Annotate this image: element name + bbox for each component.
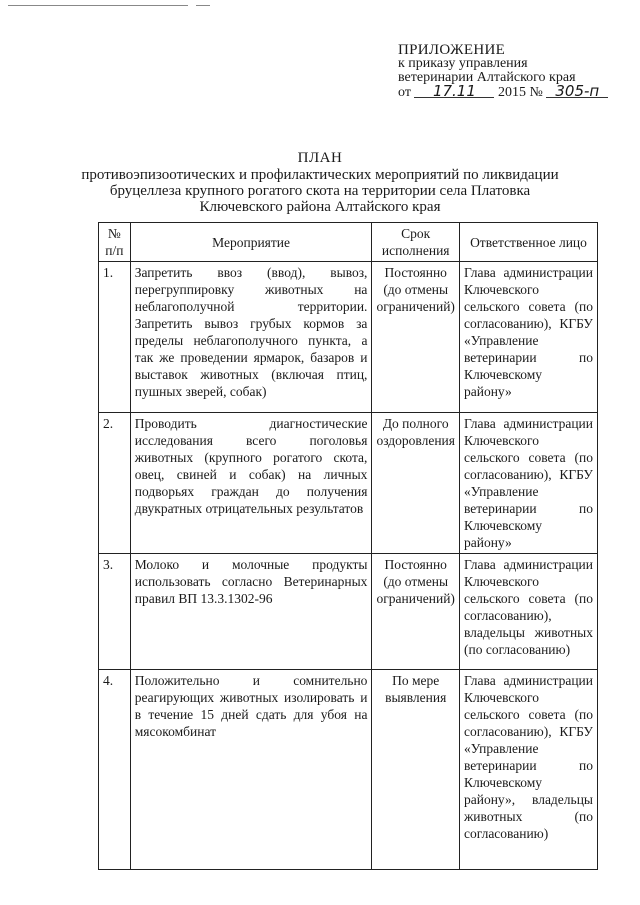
row-num: 3.	[99, 554, 131, 670]
header-responsible: Ответственное лицо	[459, 223, 597, 262]
row-num: 2.	[99, 413, 131, 554]
plan-table	[98, 222, 598, 870]
row-responsible: Глава администрации Ключевского сельского совета (по согласованию), КГБУ «Управление ветеринарии по Ключевскому району», владельцы животных (по согласованию)	[459, 670, 597, 870]
table-row	[99, 413, 598, 554]
date-day-handwritten: 17.11	[414, 85, 494, 98]
row-term: До полного оздоровления	[372, 413, 460, 554]
appendix-line-1: к приказу управления	[398, 56, 528, 71]
header-term: Срок исполнения	[372, 223, 460, 262]
title-line-2: бруцеллеза крупного рогатого скота на территории села Платовка	[109, 183, 531, 199]
title-line-3: Ключевского района Алтайского края	[199, 199, 441, 215]
order-number-handwritten: 305-п	[546, 85, 608, 98]
row-action: Запретить ввоз (ввод), вывоз, перегруппировку животных на неблагополучной территории. Запретить вывоз грубых кормов за пределы неблагополучного пункта, а так же проведении ярмарок, базаров и выставок животных (включая птиц, пушных зверей, собак)	[130, 262, 372, 413]
date-prefix: от	[398, 85, 411, 100]
table-row	[99, 554, 598, 670]
document-title	[80, 150, 560, 215]
date-year: 2015 №	[497, 85, 543, 100]
table-row	[99, 262, 598, 413]
row-num: 4.	[99, 670, 131, 870]
scan-artifact-line	[196, 5, 210, 6]
table-row	[99, 670, 598, 870]
appendix-block	[398, 43, 628, 100]
scan-artifact-line	[8, 5, 188, 6]
row-action: Проводить диагностические исследования всего поголовья животных (крупного рогатого скота, овец, свиней и собак) на личных подворьях граждан до получения двукратных отрицательных результатов	[130, 413, 372, 554]
row-responsible: Глава администрации Ключевского сельского совета (по согласованию), КГБУ «Управление ветеринарии по Ключевскому району»	[459, 413, 597, 554]
row-responsible: Глава администрации Ключевского сельского совета (по согласованию), владельцы животных (по согласованию)	[459, 554, 597, 670]
table-header-row	[99, 223, 598, 262]
row-responsible: Глава администрации Ключевского сельского совета (по согласованию), КГБУ «Управление ветеринарии по Ключевскому району»	[459, 262, 597, 413]
row-action: Молоко и молочные продукты использовать согласно Ветеринарных правил ВП 13.3.1302-96	[130, 554, 372, 670]
row-term: Постоянно (до отмены ограничений)	[372, 554, 460, 670]
row-num: 1.	[99, 262, 131, 413]
header-num: № п/п	[99, 223, 131, 262]
title-plan: ПЛАН	[297, 150, 343, 166]
appendix-heading: ПРИЛОЖЕНИЕ	[398, 42, 506, 58]
appendix-date-line	[398, 82, 628, 100]
row-term: Постоянно (до отмены ограничений)	[372, 262, 460, 413]
title-line-1: противоэпизоотических и профилактических мероприятий по ликвидации	[81, 167, 559, 183]
appendix-line-2: ветеринарии Алтайского края	[398, 70, 576, 85]
row-action: Положительно и сомнительно реагирующих животных изолировать и в течение 15 дней сдать для убоя на мясокомбинат	[130, 670, 372, 870]
row-term: По мере выявления	[372, 670, 460, 870]
header-action: Мероприятие	[130, 223, 372, 262]
